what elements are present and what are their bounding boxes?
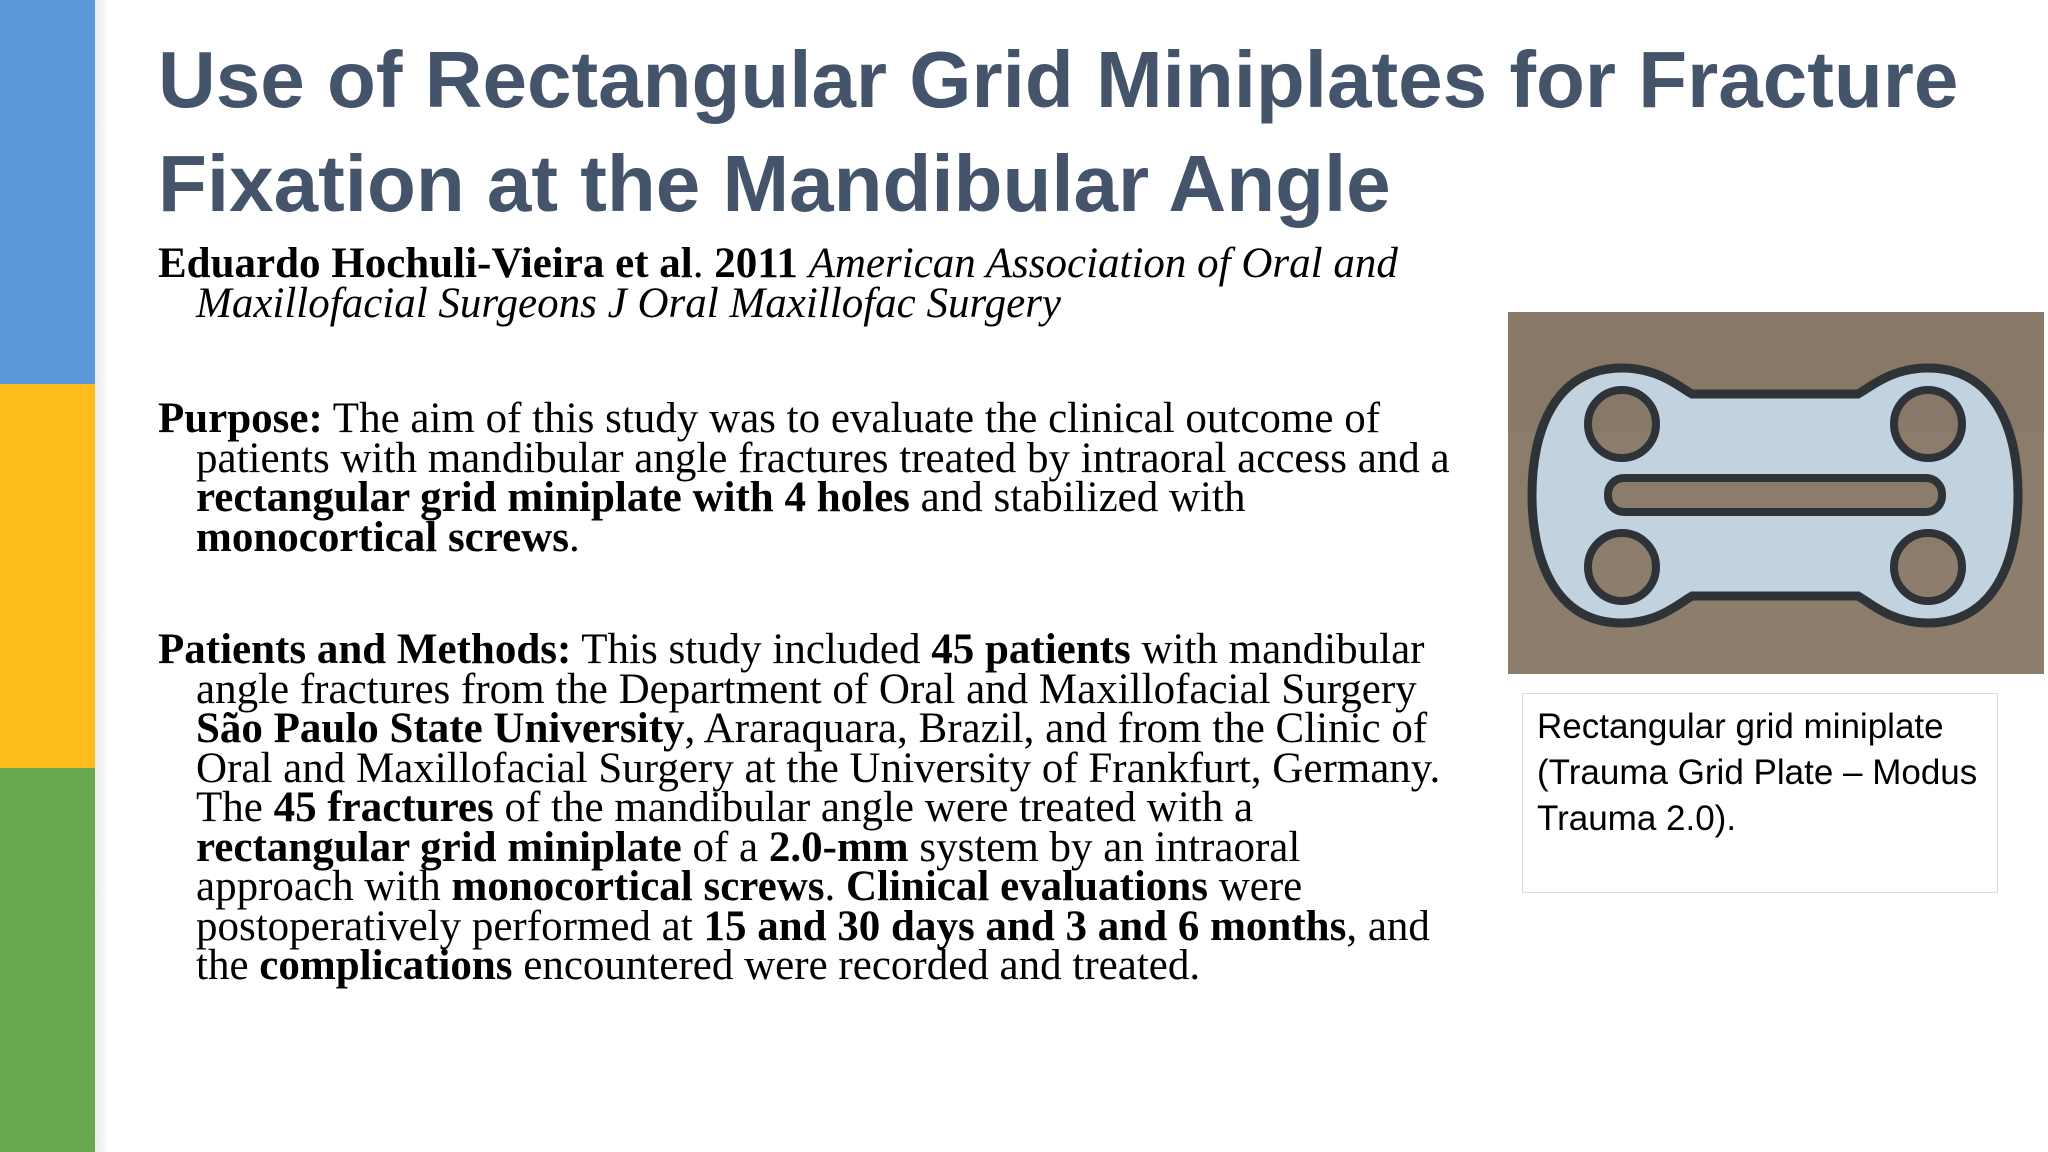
methods-text: . bbox=[824, 863, 846, 910]
purpose-text: The aim of this study was to evaluate the clinical outcome of patients with mandibular angle fractures treated by intraoral access and a bbox=[196, 395, 1450, 482]
citation-journal: American Association of Oral and Maxillofacial Surgeons J Oral Maxillofac Surgery bbox=[196, 240, 1398, 327]
methods-text: of a bbox=[681, 823, 769, 871]
methods-text: This study included bbox=[571, 626, 932, 673]
miniplate-illustration bbox=[1508, 312, 2044, 674]
methods-label: Patients and Methods: bbox=[158, 626, 572, 673]
citation bbox=[158, 240, 1468, 327]
purpose-text: and stabilized with bbox=[909, 474, 1246, 521]
methods-emphasis: 2.0-mm bbox=[768, 823, 909, 871]
citation-separator: . bbox=[692, 240, 715, 287]
methods-emphasis: 45 patients bbox=[931, 626, 1131, 673]
purpose-paragraph bbox=[158, 395, 1468, 561]
purpose-emphasis: monocortical screws bbox=[196, 513, 569, 561]
methods-emphasis: 45 fractures bbox=[273, 784, 494, 831]
purpose-label: Purpose: bbox=[158, 395, 323, 442]
methods-emphasis: rectangular grid miniplate bbox=[196, 823, 682, 871]
methods-emphasis: 15 and 30 days and 3 and 6 months bbox=[703, 902, 1347, 950]
methods-emphasis: São Paulo State University bbox=[196, 705, 685, 752]
citation-author: Eduardo Hochuli-Vieira et al bbox=[158, 240, 693, 287]
accent-bar-shadow bbox=[95, 0, 109, 1152]
methods-paragraph bbox=[158, 626, 1468, 989]
miniplate-photo bbox=[1508, 312, 2044, 674]
methods-text: system by an intraoral approach with bbox=[196, 823, 1301, 910]
methods-text: , Araraquara, Brazil, and from the Clinic of Oral and Maxillofacial Surgery at the University of Frankfurt, Germany. The bbox=[196, 705, 1441, 831]
methods-text: , and the bbox=[196, 902, 1430, 989]
accent-bar-blue bbox=[0, 0, 95, 384]
methods-emphasis: monocortical screws bbox=[451, 863, 825, 910]
methods-emphasis: complications bbox=[259, 942, 513, 989]
slide-body bbox=[158, 240, 1468, 989]
methods-text: of the mandibular angle were treated with a bbox=[493, 784, 1254, 831]
photo-caption: Rectangular grid miniplate (Trauma Grid Plate – Modus Trauma 2.0). bbox=[1522, 693, 1998, 893]
slide-title: Use of Rectangular Grid Miniplates for Fracture Fixation at the Mandibular Angle bbox=[158, 35, 1959, 228]
methods-text: encountered were recorded and treated. bbox=[512, 942, 1201, 989]
purpose-emphasis: rectangular grid miniplate with 4 holes bbox=[196, 474, 910, 521]
methods-text: with mandibular angle fractures from the Department of Oral and Maxillofacial Surgery bbox=[196, 626, 1425, 713]
accent-bar-yellow bbox=[0, 384, 95, 768]
accent-bar-green bbox=[0, 768, 95, 1152]
methods-text: were postoperatively performed at bbox=[196, 863, 1303, 950]
citation-year: 2011 bbox=[714, 240, 798, 287]
methods-emphasis: Clinical evaluations bbox=[846, 863, 1208, 910]
purpose-text: . bbox=[568, 513, 580, 561]
